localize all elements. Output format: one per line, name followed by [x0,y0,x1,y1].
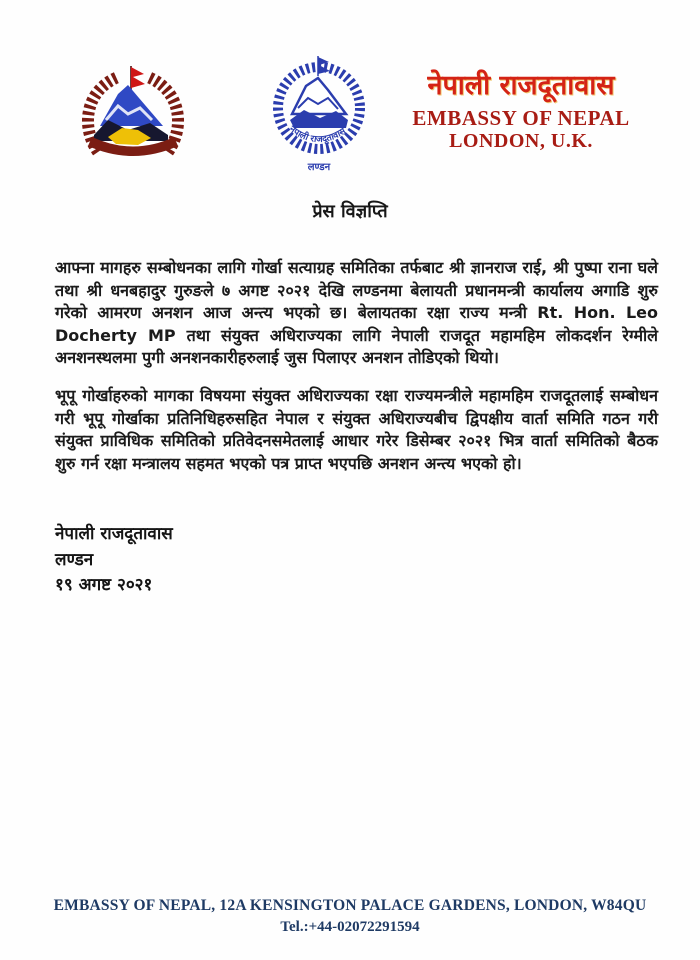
seal-bottom-text: लण्डन [307,162,331,173]
paragraph-1: आफ्ना मागहरु सम्बोधनका लागि गोर्खा सत्याग्रह समितिका तर्फबाट श्री ज्ञानराज राई, श्री पुष्पा राना घले तथा श्री धनबहादुर गुरुङले ७ अगष्ट २०२१ देखि लण्डनमा बेलायती प्रधानमन्त्री कार्यालय अगाडि शुरु गरेको आमरण अनशन आज अन्त्य भएको छ। बेलायतका रक्षा राज्य मन्त्री Rt. Hon. Leo Docherty MP तथा संयुक्त अधिराज्यका लागि नेपाली राजदूत महामहिम लोकदर्शन रेग्मीले अनशनस्थलमा पुगी अनशनकारीहरुलाई जुस पिलाएर अनशन तोडिएको थियो। [55,258,658,368]
press-release-body [55,257,658,475]
embassy-name-english: EMBASSY OF NEPAL [412,106,630,131]
nepal-coat-of-arms-icon [78,64,188,174]
letterhead [390,70,652,153]
paragraph-2: भूपू गोर्खाहरुको मागका विषयमा संयुक्त अधिराज्यका रक्षा राज्यमन्त्रीले महामहिम राजदूतलाई सम्बोधन गरी भूपू गोर्खाका प्रतिनिधिहरुसहित नेपाल र संयुक्त अधिराज्यबीच द्विपक्षीय वार्ता समिति गठन गरी संयुक्त प्राविधिक समितिको प्रतिवेदनसमेतलाई आधार गरेर डिसेम्बर २०२१ भित्र वार्ता समितिको बैठक शुरु गर्न रक्षा मन्त्रालय सहमत भएको पत्र प्राप्त भएपछि अनशन अन्त्य भएको हो। [55,385,658,473]
signoff-org: नेपाली राजदूतावास [55,524,173,544]
footer-address: EMBASSY OF NEPAL, 12A KENSINGTON PALACE GARDENS, LONDON, W84QU [53,897,647,914]
signoff-place: लण्डन [55,549,94,570]
footer [0,895,700,937]
footer-telephone: Tel.:+44-02072291594 [280,919,420,935]
embassy-name-nepali: नेपाली राजदूतावास [427,70,615,101]
press-release-title: प्रेस विज्ञप्ति [312,201,388,222]
embassy-location: LONDON, U.K. [449,130,593,153]
seal-ring-text: नेपाली राजदूतावास [287,124,348,146]
signoff-block [55,522,173,599]
signoff-date: १९ अगष्ट २०२१ [55,575,153,595]
embassy-seal-icon [266,54,372,180]
